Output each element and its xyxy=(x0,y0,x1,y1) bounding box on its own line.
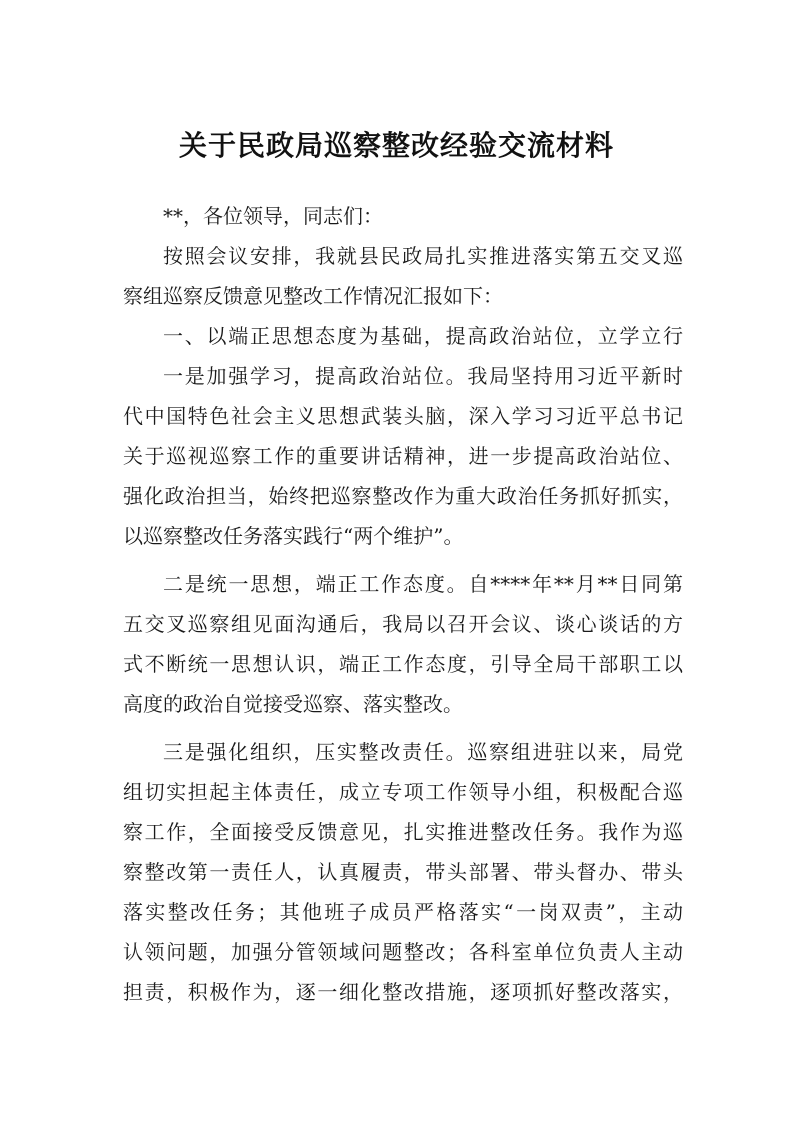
paragraph-line: 以巡察整改任务落实践行“两个维护”。 xyxy=(123,524,464,548)
paragraph-line: 高度的政治自觉接受巡察、落实整改。 xyxy=(123,692,463,716)
paragraph-line: 一、以端正思想态度为基础，提高政治站位，立学立行 xyxy=(163,324,683,348)
paragraph-line: 一是加强学习，提高政治站位。我局坚持用习近平新时 xyxy=(163,364,683,388)
paragraph-line: 察组巡察反馈意见整改工作情况汇报如下： xyxy=(123,284,503,308)
paragraph-line: 三是强化组织，压实整改责任。巡察组进驻以来，局党 xyxy=(163,740,683,764)
paragraph-line: 二是统一思想，端正工作态度。自****年**月**日同第 xyxy=(163,572,683,596)
paragraph-line: 式不断统一思想认识，端正工作态度，引导全局干部职工以 xyxy=(123,652,683,676)
paragraph-line: 落实整改任务；其他班子成员严格落实“一岗双责”，主动 xyxy=(123,900,683,924)
paragraph-line: 强化政治担当，始终把巡察整改作为重大政治任务抓好抓实， xyxy=(123,484,683,508)
paragraph-line: 组切实担起主体责任，成立专项工作领导小组，积极配合巡 xyxy=(123,780,683,804)
paragraph-line: 代中国特色社会主义思想武装头脑，深入学习习近平总书记 xyxy=(123,404,683,428)
paragraph-line: 五交叉巡察组见面沟通后，我局以召开会议、谈心谈话的方 xyxy=(123,612,683,636)
paragraph-line: 察工作，全面接受反馈意见，扎实推进整改任务。我作为巡 xyxy=(123,820,683,844)
paragraph-line: **，各位领导，同志们： xyxy=(163,204,383,228)
paragraph-line: 认领问题，加强分管领域问题整改；各科室单位负责人主动 xyxy=(123,940,683,964)
paragraph-line: 担责，积极作为，逐一细化整改措施，逐项抓好整改落实， xyxy=(123,980,683,1004)
paragraph-line: 察整改第一责任人，认真履责，带头部署、带头督办、带头 xyxy=(123,860,683,884)
paragraph-line: 关于巡视巡察工作的重要讲话精神，进一步提高政治站位、 xyxy=(123,444,683,468)
document-title: 关于民政局巡察整改经验交流材料 xyxy=(178,129,614,162)
paragraph-line: 按照会议安排，我就县民政局扎实推进落实第五交叉巡 xyxy=(163,244,683,268)
